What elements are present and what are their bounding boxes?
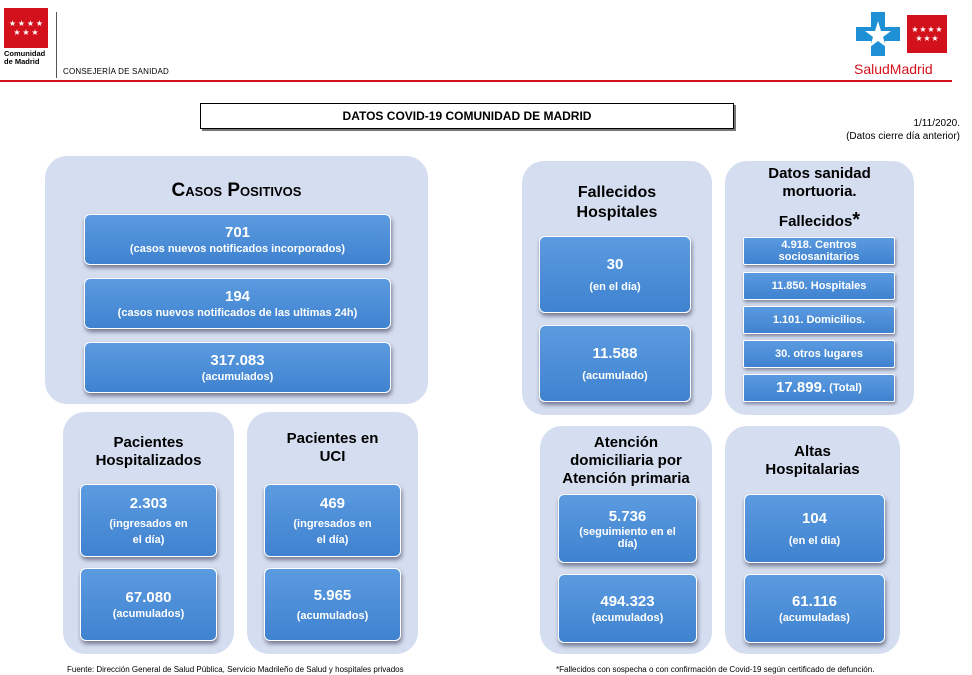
casos-positivos-title: Casos Positivos [171,180,302,201]
hospitalizados-acumulados-box: 67.080 (acumulados) [80,568,217,641]
fallecidos-acumulado-box: 11.588 (acumulado) [539,325,691,402]
department-name: CONSEJERÍA DE SANIDAD [63,67,170,76]
health-cross-icon [856,12,900,56]
altas-hospitalarias-panel [725,426,900,654]
altas-acumuladas-box: 61.116 (acumuladas) [744,574,885,643]
sanidad-mortuoria-panel [725,161,914,415]
uci-panel [247,412,418,654]
casos-24h-box: 194 (casos nuevos notificados de las ultimas 24h) [84,278,391,329]
sanidad-mortuoria-title: Datos sanidad mortuoria. [768,165,871,200]
atencion-domiciliaria-title: Atención domiciliaria por Atención primaria [562,434,690,487]
madrid-flag-icon: ★ ★ ★ ★ ★ ★ ★ [907,15,947,53]
saludmadrid-wordmark: SaludMadrid [854,61,933,77]
atencion-domiciliaria-panel [540,426,712,654]
altas-hospitalarias-title: Altas Hospitalarias [765,443,860,478]
fallecidos-hospitales-panel [522,161,712,415]
uci-acumulados-box: 5.965 (acumulados) [264,568,401,641]
uci-dia-box: 469 (ingresados en el día) [264,484,401,557]
footer-source: Fuente: Dirección General de Salud Pública, Servicio Madrileño de Salud y hospitales privados [67,665,404,674]
casos-acumulados-box: 317.083 (acumulados) [84,342,391,393]
mortuoria-total: 17.899. (Total) [743,374,895,402]
page-title: DATOS COVID-19 COMUNIDAD DE MADRID [200,103,734,129]
casos-nuevos-box: 701 (casos nuevos notificados incorporados) [84,214,391,265]
footer-note: *Fallecidos con sospecha o con confirmación de Covid-19 según certificado de defunción. [556,665,875,674]
atencion-dia-box: 5.736 (seguimiento en el día) [558,494,697,563]
mortuoria-sociosanitarios: 4.918. Centros sociosanitarios [743,237,895,265]
header-divider [56,12,57,78]
logo-name: Comunidad de Madrid [4,49,46,66]
altas-dia-box: 104 (en el dia) [744,494,885,563]
hospitalizados-dia-box: 2.303 (ingresados en el día) [80,484,217,557]
mortuoria-otros-lugares: 30. otros lugares [743,340,895,368]
comunidad-de-madrid-logo [4,8,54,66]
uci-title: Pacientes en UCI [286,430,379,465]
hospitalizados-title: Pacientes Hospitalizados [95,434,202,469]
atencion-acumulados-box: 494.323 (acumulados) [558,574,697,643]
fallecidos-subtitle: Fallecidos* [778,209,861,231]
mortuoria-hospitales: 11.850. Hospitales [743,272,895,300]
header-red-line [0,80,952,82]
madrid-flag-icon: ★ ★ ★ ★ ★ ★ ★ [4,8,48,48]
casos-positivos-panel [45,156,428,404]
hospitalizados-panel [63,412,234,654]
report-date: 1/11/2020. (Datos cierre día anterior) [846,118,960,142]
mortuoria-domicilios: 1.101. Domicilios. [743,306,895,334]
fallecidos-dia-box: 30 (en el día) [539,236,691,313]
fallecidos-hospitales-title: Fallecidos Hospitales [576,184,658,221]
